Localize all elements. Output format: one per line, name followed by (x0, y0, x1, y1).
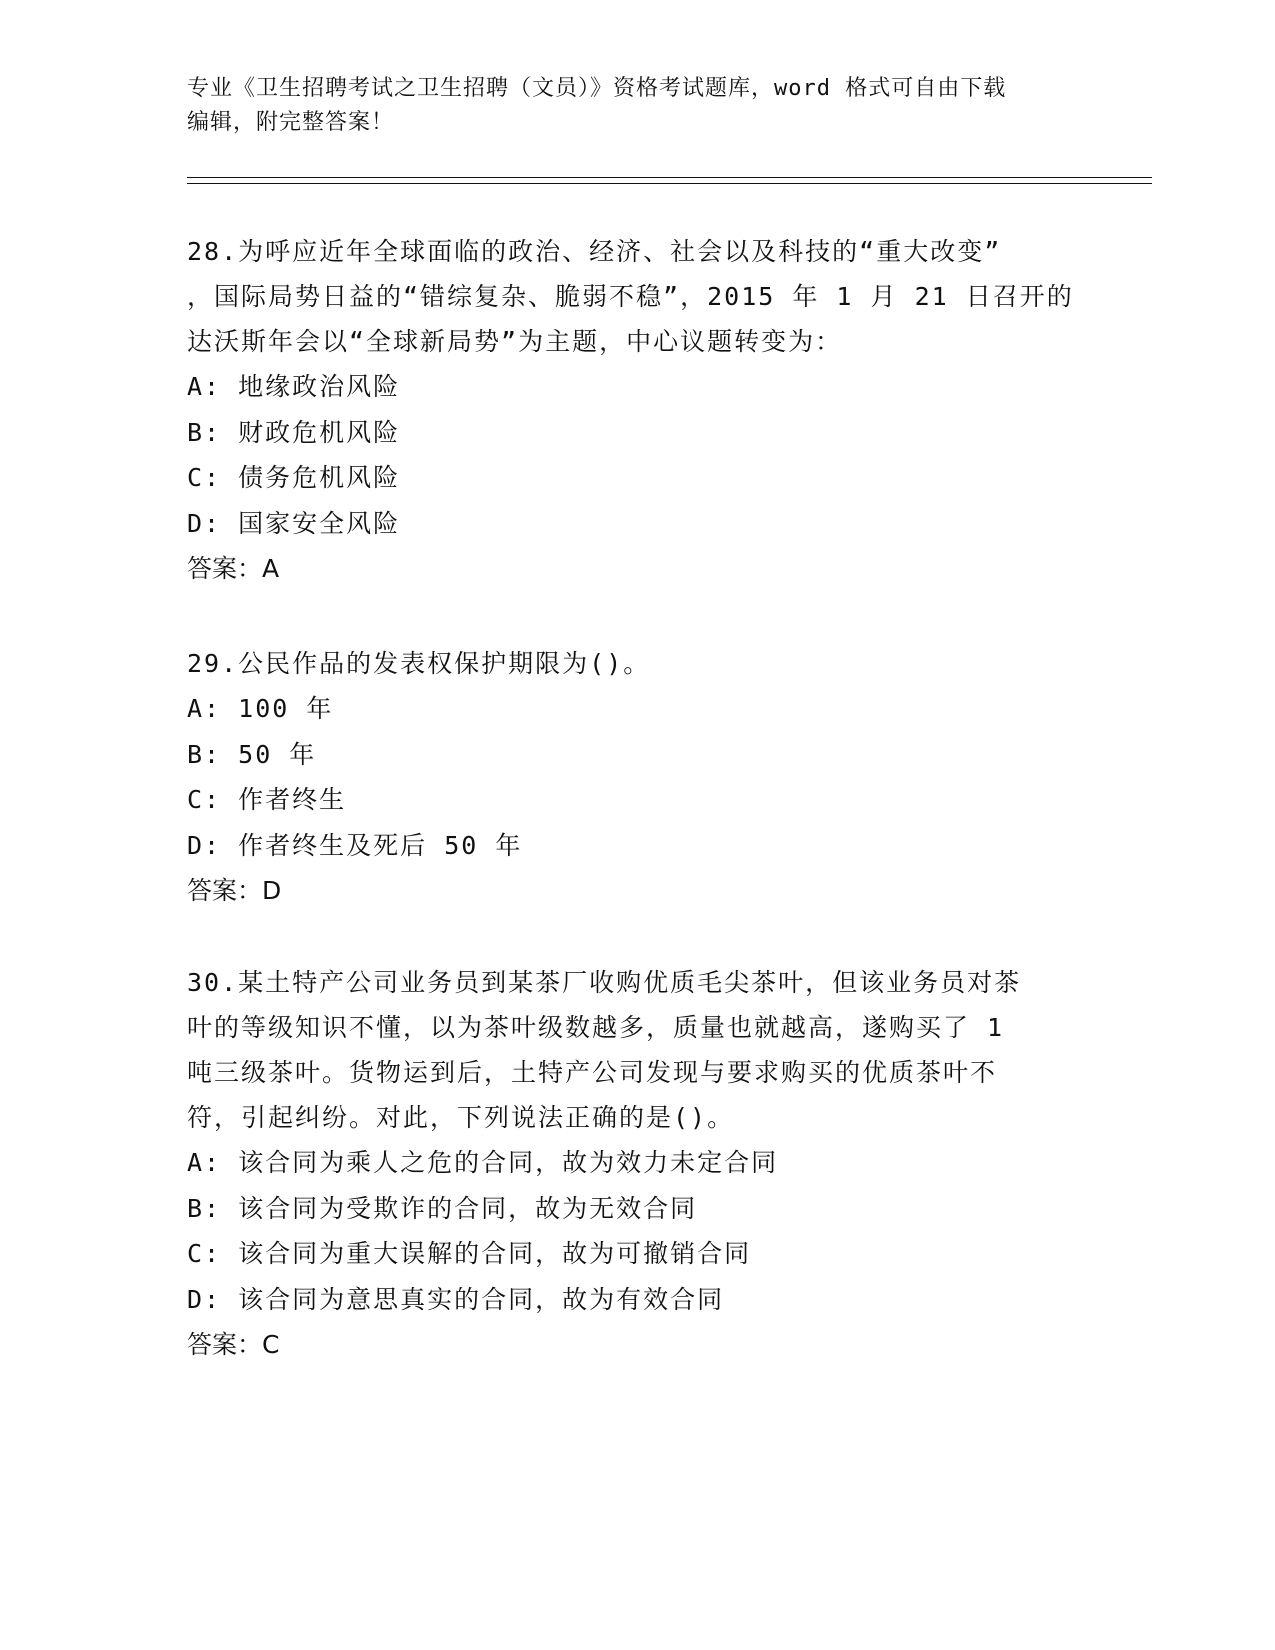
option-d: D: 国家安全风险 (187, 508, 401, 538)
option-b: B: 50 年 (187, 739, 317, 769)
answer: 答案：C (187, 1330, 280, 1359)
question-text-line: 叶的等级知识不懂，以为茶叶级数越多，质量也就越高，遂购买了 1 (187, 1013, 1005, 1042)
question-30 (187, 960, 1087, 1367)
option-c: C: 债务危机风险 (187, 463, 401, 492)
question-29 (187, 641, 1087, 913)
option-d: D: 该合同为意思真实的合同，故为有效合同 (187, 1284, 725, 1314)
option-c: C: 作者终生 (187, 785, 347, 814)
question-text-line: 达沃斯年会以“全球新局势”为主题，中心议题转变为： (187, 327, 843, 356)
option-d: D: 作者终生及死后 50 年 (187, 830, 523, 860)
header-line-1: 专业《卫生招聘考试之卫生招聘（文员）》资格考试题库，word 格式可自由下载 (187, 76, 1007, 101)
option-a: A: 100 年 (187, 694, 334, 723)
question-text-line: 符，引起纠纷。对此，下列说法正确的是()。 (187, 1103, 735, 1132)
document-header (187, 72, 1087, 140)
question-text-line: 30.某土特产公司业务员到某茶厂收购优质毛尖茶叶，但该业务员对茶 (187, 968, 1022, 997)
answer: 答案：A (187, 554, 280, 583)
option-b: B: 财政危机风险 (187, 417, 401, 447)
question-28 (187, 229, 1087, 591)
option-a: A: 地缘政治风险 (187, 372, 401, 401)
header-rule-bottom (187, 183, 1152, 184)
answer: 答案：D (187, 876, 282, 905)
option-b: B: 该合同为受欺诈的合同，故为无效合同 (187, 1193, 698, 1223)
question-text-line: 29.公民作品的发表权保护期限为()。 (187, 649, 651, 678)
option-c: C: 该合同为重大误解的合同，故为可撤销合同 (187, 1239, 752, 1268)
header-line-2: 编辑，附完整答案！ (187, 110, 395, 135)
option-a: A: 该合同为乘人之危的合同，故为效力未定合同 (187, 1148, 779, 1177)
header-rule-top (187, 177, 1152, 178)
question-text-line: ，国际局势日益的“错综复杂、脆弱不稳”，2015 年 1 月 21 日召开的 (187, 282, 1074, 311)
question-text-line: 吨三级茶叶。货物运到后，土特产公司发现与要求购买的优质茶叶不 (187, 1058, 998, 1087)
question-text-line: 28.为呼应近年全球面临的政治、经济、社会以及科技的“重大改变” (187, 237, 1002, 266)
